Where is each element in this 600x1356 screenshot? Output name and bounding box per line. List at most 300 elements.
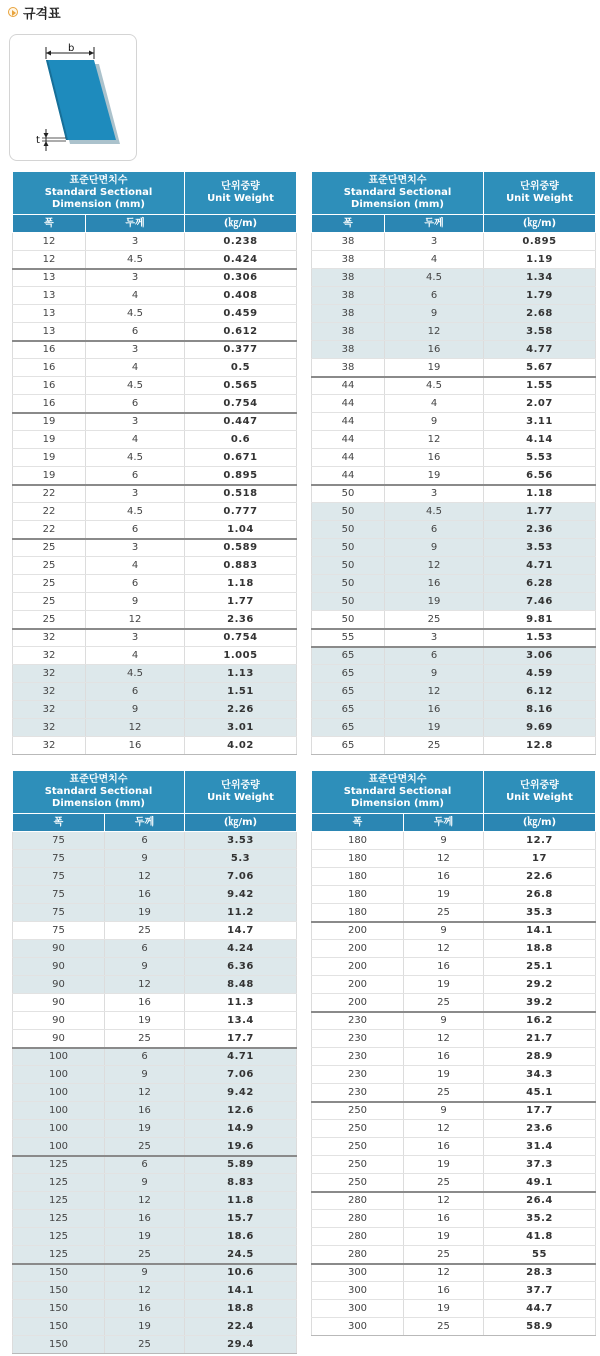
dimension-header-en2: Dimension (mm) [351, 199, 444, 210]
width-cell: 75 [13, 850, 105, 868]
thickness-cell: 12 [105, 1282, 185, 1300]
thickness-cell: 25 [404, 1174, 484, 1192]
table-row [312, 976, 596, 994]
thickness-cell: 4.5 [385, 269, 484, 287]
table-row [13, 287, 297, 305]
table-row [13, 1318, 297, 1336]
table-row [13, 683, 297, 701]
thickness-cell: 9 [385, 539, 484, 557]
thickness-cell: 12 [385, 431, 484, 449]
unit-weight-cell: 18.8 [484, 940, 596, 958]
width-cell: 90 [13, 976, 105, 994]
table-row [312, 1300, 596, 1318]
unit-weight-cell: 8.48 [185, 976, 297, 994]
unit-weight-cell: 21.7 [484, 1030, 596, 1048]
table-row [312, 305, 596, 323]
unit-weight-cell: 13.4 [185, 1012, 297, 1030]
unit-weight-cell: 1.34 [484, 269, 596, 287]
width-cell: 22 [13, 503, 86, 521]
unit-weight-cell: 22.4 [185, 1318, 297, 1336]
unit-weight-cell: 35.2 [484, 1210, 596, 1228]
table-row [312, 1102, 596, 1120]
unit-weight-cell: 1.04 [185, 521, 297, 539]
unit-weight-cell: 6.56 [484, 467, 596, 485]
width-cell: 13 [13, 287, 86, 305]
unit-column-header: (㎏/m) [484, 814, 596, 832]
unit-weight-cell: 5.53 [484, 449, 596, 467]
thickness-cell: 9 [105, 1174, 185, 1192]
unit-weight-cell: 0.447 [185, 413, 297, 431]
thickness-cell: 3 [86, 629, 185, 647]
thickness-cell: 9 [404, 1102, 484, 1120]
width-cell: 50 [312, 557, 385, 575]
thickness-cell: 12 [105, 1192, 185, 1210]
table-row [312, 1246, 596, 1264]
unit-weight-cell: 31.4 [484, 1138, 596, 1156]
thickness-cell: 3 [86, 269, 185, 287]
thickness-cell: 12 [385, 683, 484, 701]
unit-weight-cell: 26.4 [484, 1192, 596, 1210]
width-cell: 65 [312, 665, 385, 683]
width-cell: 250 [312, 1138, 404, 1156]
unit-weight-cell: 2.36 [484, 521, 596, 539]
unit-weight-cell: 41.8 [484, 1228, 596, 1246]
width-cell: 44 [312, 413, 385, 431]
weight-header [185, 771, 297, 814]
unit-weight-cell: 3.11 [484, 413, 596, 431]
unit-weight-cell: 9.69 [484, 719, 596, 737]
table-row [13, 994, 297, 1012]
unit-weight-cell: 0.377 [185, 341, 297, 359]
width-cell: 16 [13, 377, 86, 395]
width-cell: 100 [13, 1102, 105, 1120]
dimension-header-en2: Dimension (mm) [52, 798, 145, 809]
unit-weight-cell: 18.6 [185, 1228, 297, 1246]
unit-weight-cell: 8.83 [185, 1174, 297, 1192]
width-cell: 65 [312, 701, 385, 719]
table-row [312, 341, 596, 359]
table-row [13, 1084, 297, 1102]
thickness-cell: 3 [86, 485, 185, 503]
unit-weight-cell: 2.26 [185, 701, 297, 719]
thickness-cell: 25 [105, 1030, 185, 1048]
table-row [13, 413, 297, 431]
unit-weight-cell: 1.79 [484, 287, 596, 305]
table-row [13, 269, 297, 287]
thickness-cell: 19 [404, 886, 484, 904]
unit-weight-cell: 0.459 [185, 305, 297, 323]
unit-weight-cell: 5.89 [185, 1156, 297, 1174]
width-cell: 230 [312, 1084, 404, 1102]
width-cell: 75 [13, 868, 105, 886]
table-row [13, 485, 297, 503]
table-row [13, 467, 297, 485]
width-cell: 230 [312, 1066, 404, 1084]
width-cell: 16 [13, 341, 86, 359]
width-cell: 44 [312, 377, 385, 395]
unit-weight-cell: 9.42 [185, 1084, 297, 1102]
width-cell: 50 [312, 521, 385, 539]
thickness-cell: 3 [385, 233, 484, 251]
unit-weight-cell: 12.6 [185, 1102, 297, 1120]
unit-weight-cell: 29.2 [484, 976, 596, 994]
unit-weight-cell: 4.24 [185, 940, 297, 958]
width-cell: 90 [13, 994, 105, 1012]
table-row [312, 683, 596, 701]
thickness-cell: 12 [86, 611, 185, 629]
width-cell: 180 [312, 886, 404, 904]
unit-column-header: (㎏/m) [484, 215, 596, 233]
unit-weight-cell: 0.424 [185, 251, 297, 269]
thickness-cell: 12 [404, 1030, 484, 1048]
unit-weight-cell: 7.06 [185, 868, 297, 886]
thickness-cell: 6 [86, 683, 185, 701]
table-row [312, 868, 596, 886]
width-cell: 75 [13, 922, 105, 940]
thickness-cell: 4 [86, 647, 185, 665]
weight-header-kr: 단위중량 [520, 780, 559, 791]
thickness-cell: 9 [385, 305, 484, 323]
thickness-cell: 19 [105, 1228, 185, 1246]
unit-weight-cell: 1.77 [484, 503, 596, 521]
width-cell: 32 [13, 719, 86, 737]
thickness-cell: 16 [404, 1048, 484, 1066]
thickness-cell: 6 [385, 647, 484, 665]
width-cell: 230 [312, 1012, 404, 1030]
unit-weight-cell: 4.02 [185, 737, 297, 755]
table-row [312, 832, 596, 850]
dimension-header [13, 771, 185, 814]
weight-header [185, 172, 297, 215]
table-row [312, 1264, 596, 1282]
unit-weight-cell: 0.777 [185, 503, 297, 521]
thickness-cell: 3 [385, 485, 484, 503]
table-row [13, 701, 297, 719]
unit-weight-cell: 4.71 [185, 1048, 297, 1066]
width-cell: 38 [312, 323, 385, 341]
table-row [13, 958, 297, 976]
table-row [312, 287, 596, 305]
table-row [13, 521, 297, 539]
table-row [312, 593, 596, 611]
unit-weight-cell: 18.8 [185, 1300, 297, 1318]
thickness-cell: 25 [404, 1084, 484, 1102]
table-row [312, 665, 596, 683]
unit-weight-cell: 1.18 [185, 575, 297, 593]
thickness-cell: 16 [105, 1210, 185, 1228]
table-row [312, 575, 596, 593]
unit-weight-cell: 26.8 [484, 886, 596, 904]
table-row [312, 467, 596, 485]
dimension-header [312, 771, 484, 814]
unit-weight-cell: 37.7 [484, 1282, 596, 1300]
unit-weight-cell: 3.01 [185, 719, 297, 737]
thickness-cell: 6 [105, 940, 185, 958]
table-row [312, 629, 596, 647]
unit-weight-cell: 0.565 [185, 377, 297, 395]
table-row [13, 832, 297, 850]
table-row [312, 1210, 596, 1228]
thickness-cell: 12 [105, 868, 185, 886]
width-cell: 250 [312, 1156, 404, 1174]
unit-weight-cell: 22.6 [484, 868, 596, 886]
b-label: b [68, 43, 75, 54]
width-cell: 50 [312, 611, 385, 629]
width-cell: 65 [312, 683, 385, 701]
unit-weight-cell: 0.895 [185, 467, 297, 485]
width-cell: 38 [312, 233, 385, 251]
unit-weight-cell: 11.3 [185, 994, 297, 1012]
thickness-cell: 12 [385, 557, 484, 575]
thickness-cell: 16 [385, 449, 484, 467]
thickness-cell: 25 [404, 994, 484, 1012]
unit-weight-cell: 2.68 [484, 305, 596, 323]
width-cell: 65 [312, 647, 385, 665]
thickness-cell: 9 [404, 832, 484, 850]
unit-weight-cell: 44.7 [484, 1300, 596, 1318]
width-cell: 150 [13, 1336, 105, 1354]
table-row [13, 395, 297, 413]
unit-weight-cell: 14.7 [185, 922, 297, 940]
unit-weight-cell: 11.8 [185, 1192, 297, 1210]
width-cell: 150 [13, 1264, 105, 1282]
width-cell: 90 [13, 958, 105, 976]
thickness-cell: 6 [86, 575, 185, 593]
width-cell: 100 [13, 1066, 105, 1084]
thickness-cell: 4 [86, 431, 185, 449]
thickness-cell: 19 [404, 976, 484, 994]
width-cell: 100 [13, 1048, 105, 1066]
unit-weight-cell: 29.4 [185, 1336, 297, 1354]
thickness-column-header: 두께 [385, 215, 484, 233]
thickness-cell: 19 [105, 1318, 185, 1336]
unit-weight-cell: 4.14 [484, 431, 596, 449]
unit-weight-cell: 28.9 [484, 1048, 596, 1066]
width-cell: 125 [13, 1192, 105, 1210]
width-cell: 250 [312, 1174, 404, 1192]
thickness-cell: 3 [86, 233, 185, 251]
spec-table-2 [311, 171, 596, 755]
table-row [13, 1030, 297, 1048]
width-cell: 300 [312, 1300, 404, 1318]
width-cell: 19 [13, 449, 86, 467]
weight-header-en: Unit Weight [506, 792, 573, 803]
thickness-cell: 6 [385, 521, 484, 539]
page-title: 규격표 [23, 6, 61, 22]
thickness-cell: 4.5 [86, 377, 185, 395]
table-row [13, 719, 297, 737]
width-cell: 19 [13, 467, 86, 485]
unit-weight-cell: 8.16 [484, 701, 596, 719]
table-row [13, 575, 297, 593]
table-row [312, 1030, 596, 1048]
table-row [13, 251, 297, 269]
thickness-cell: 4.5 [385, 377, 484, 395]
dimension-header-en1: Standard Sectional [343, 187, 452, 198]
thickness-cell: 4.5 [86, 449, 185, 467]
table-row [13, 1192, 297, 1210]
thickness-column-header: 두께 [404, 814, 484, 832]
table-row [13, 868, 297, 886]
unit-weight-cell: 0.754 [185, 395, 297, 413]
dimension-header-en1: Standard Sectional [44, 786, 153, 797]
unit-weight-cell: 1.77 [185, 593, 297, 611]
width-cell: 100 [13, 1138, 105, 1156]
table-row [13, 850, 297, 868]
table-row [312, 647, 596, 665]
thickness-cell: 19 [404, 1156, 484, 1174]
width-cell: 13 [13, 305, 86, 323]
thickness-cell: 6 [385, 287, 484, 305]
width-cell: 230 [312, 1048, 404, 1066]
table-row [13, 1174, 297, 1192]
table-row [13, 611, 297, 629]
thickness-cell: 16 [404, 958, 484, 976]
thickness-cell: 3 [86, 539, 185, 557]
unit-weight-cell: 14.1 [185, 1282, 297, 1300]
unit-weight-cell: 1.55 [484, 377, 596, 395]
thickness-cell: 16 [105, 1300, 185, 1318]
thickness-cell: 3 [86, 341, 185, 359]
thickness-cell: 6 [86, 323, 185, 341]
width-cell: 12 [13, 251, 86, 269]
unit-weight-cell: 1.005 [185, 647, 297, 665]
unit-weight-cell: 1.18 [484, 485, 596, 503]
table-row [13, 539, 297, 557]
width-cell: 100 [13, 1084, 105, 1102]
weight-header-en: Unit Weight [506, 193, 573, 204]
unit-weight-cell: 7.06 [185, 1066, 297, 1084]
unit-column-header: (㎏/m) [185, 814, 297, 832]
unit-weight-cell: 17 [484, 850, 596, 868]
weight-header-en: Unit Weight [207, 193, 274, 204]
width-cell: 19 [13, 431, 86, 449]
width-cell: 300 [312, 1264, 404, 1282]
width-cell: 200 [312, 958, 404, 976]
width-cell: 180 [312, 850, 404, 868]
width-cell: 75 [13, 904, 105, 922]
table-row [13, 665, 297, 683]
table-row [312, 1192, 596, 1210]
table-row [13, 593, 297, 611]
unit-weight-cell: 23.6 [484, 1120, 596, 1138]
unit-weight-cell: 0.518 [185, 485, 297, 503]
width-cell: 25 [13, 611, 86, 629]
width-cell: 280 [312, 1210, 404, 1228]
width-cell: 280 [312, 1192, 404, 1210]
unit-weight-cell: 17.7 [185, 1030, 297, 1048]
thickness-cell: 9 [105, 850, 185, 868]
table-row [312, 1228, 596, 1246]
weight-header-kr: 단위중량 [221, 181, 260, 192]
table-row [312, 413, 596, 431]
width-cell: 75 [13, 886, 105, 904]
table-row [13, 1120, 297, 1138]
unit-weight-cell: 9.81 [484, 611, 596, 629]
unit-weight-cell: 3.06 [484, 647, 596, 665]
table-row [312, 323, 596, 341]
unit-weight-cell: 6.12 [484, 683, 596, 701]
width-cell: 125 [13, 1246, 105, 1264]
width-cell: 125 [13, 1156, 105, 1174]
width-cell: 32 [13, 647, 86, 665]
thickness-cell: 12 [86, 719, 185, 737]
width-cell: 150 [13, 1300, 105, 1318]
unit-weight-cell: 39.2 [484, 994, 596, 1012]
thickness-cell: 9 [404, 922, 484, 940]
table-row [312, 701, 596, 719]
table-row [13, 233, 297, 251]
thickness-cell: 19 [385, 359, 484, 377]
dimension-header-kr: 표준단면치수 [368, 774, 427, 785]
table-row [312, 850, 596, 868]
unit-weight-cell: 3.58 [484, 323, 596, 341]
dimension-header [13, 172, 185, 215]
table-row [312, 1156, 596, 1174]
unit-weight-cell: 25.1 [484, 958, 596, 976]
table-row [13, 1048, 297, 1066]
unit-weight-cell: 4.77 [484, 341, 596, 359]
table-row [312, 251, 596, 269]
thickness-cell: 16 [404, 1138, 484, 1156]
width-cell: 180 [312, 868, 404, 886]
table-row [13, 1246, 297, 1264]
thickness-cell: 6 [105, 832, 185, 850]
thickness-cell: 25 [404, 1246, 484, 1264]
width-cell: 180 [312, 904, 404, 922]
table-row [312, 485, 596, 503]
width-cell: 75 [13, 832, 105, 850]
width-cell: 100 [13, 1120, 105, 1138]
table-row [312, 431, 596, 449]
table-row [13, 737, 297, 755]
dimension-header-en2: Dimension (mm) [351, 798, 444, 809]
table-row [13, 503, 297, 521]
thickness-cell: 12 [385, 323, 484, 341]
unit-weight-cell: 12.8 [484, 737, 596, 755]
width-cell: 250 [312, 1120, 404, 1138]
width-cell: 25 [13, 539, 86, 557]
table-row [13, 305, 297, 323]
unit-weight-cell: 2.07 [484, 395, 596, 413]
width-cell: 32 [13, 665, 86, 683]
unit-weight-cell: 28.3 [484, 1264, 596, 1282]
thickness-cell: 19 [105, 1120, 185, 1138]
table-row [13, 922, 297, 940]
unit-weight-cell: 1.53 [484, 629, 596, 647]
width-cell: 38 [312, 251, 385, 269]
table-row [312, 958, 596, 976]
unit-weight-cell: 5.67 [484, 359, 596, 377]
table-row [13, 359, 297, 377]
width-cell: 200 [312, 976, 404, 994]
width-cell: 32 [13, 683, 86, 701]
width-cell: 65 [312, 737, 385, 755]
table-row [312, 539, 596, 557]
table-row [312, 377, 596, 395]
thickness-cell: 25 [105, 1138, 185, 1156]
unit-weight-cell: 0.306 [185, 269, 297, 287]
weight-header-kr: 단위중량 [520, 181, 559, 192]
unit-weight-cell: 3.53 [484, 539, 596, 557]
dimension-header-kr: 표준단면치수 [368, 175, 427, 186]
thickness-cell: 4 [385, 251, 484, 269]
spec-table-4 [311, 770, 596, 1336]
unit-weight-cell: 15.7 [185, 1210, 297, 1228]
unit-weight-cell: 2.36 [185, 611, 297, 629]
thickness-cell: 12 [404, 940, 484, 958]
thickness-cell: 4.5 [86, 665, 185, 683]
